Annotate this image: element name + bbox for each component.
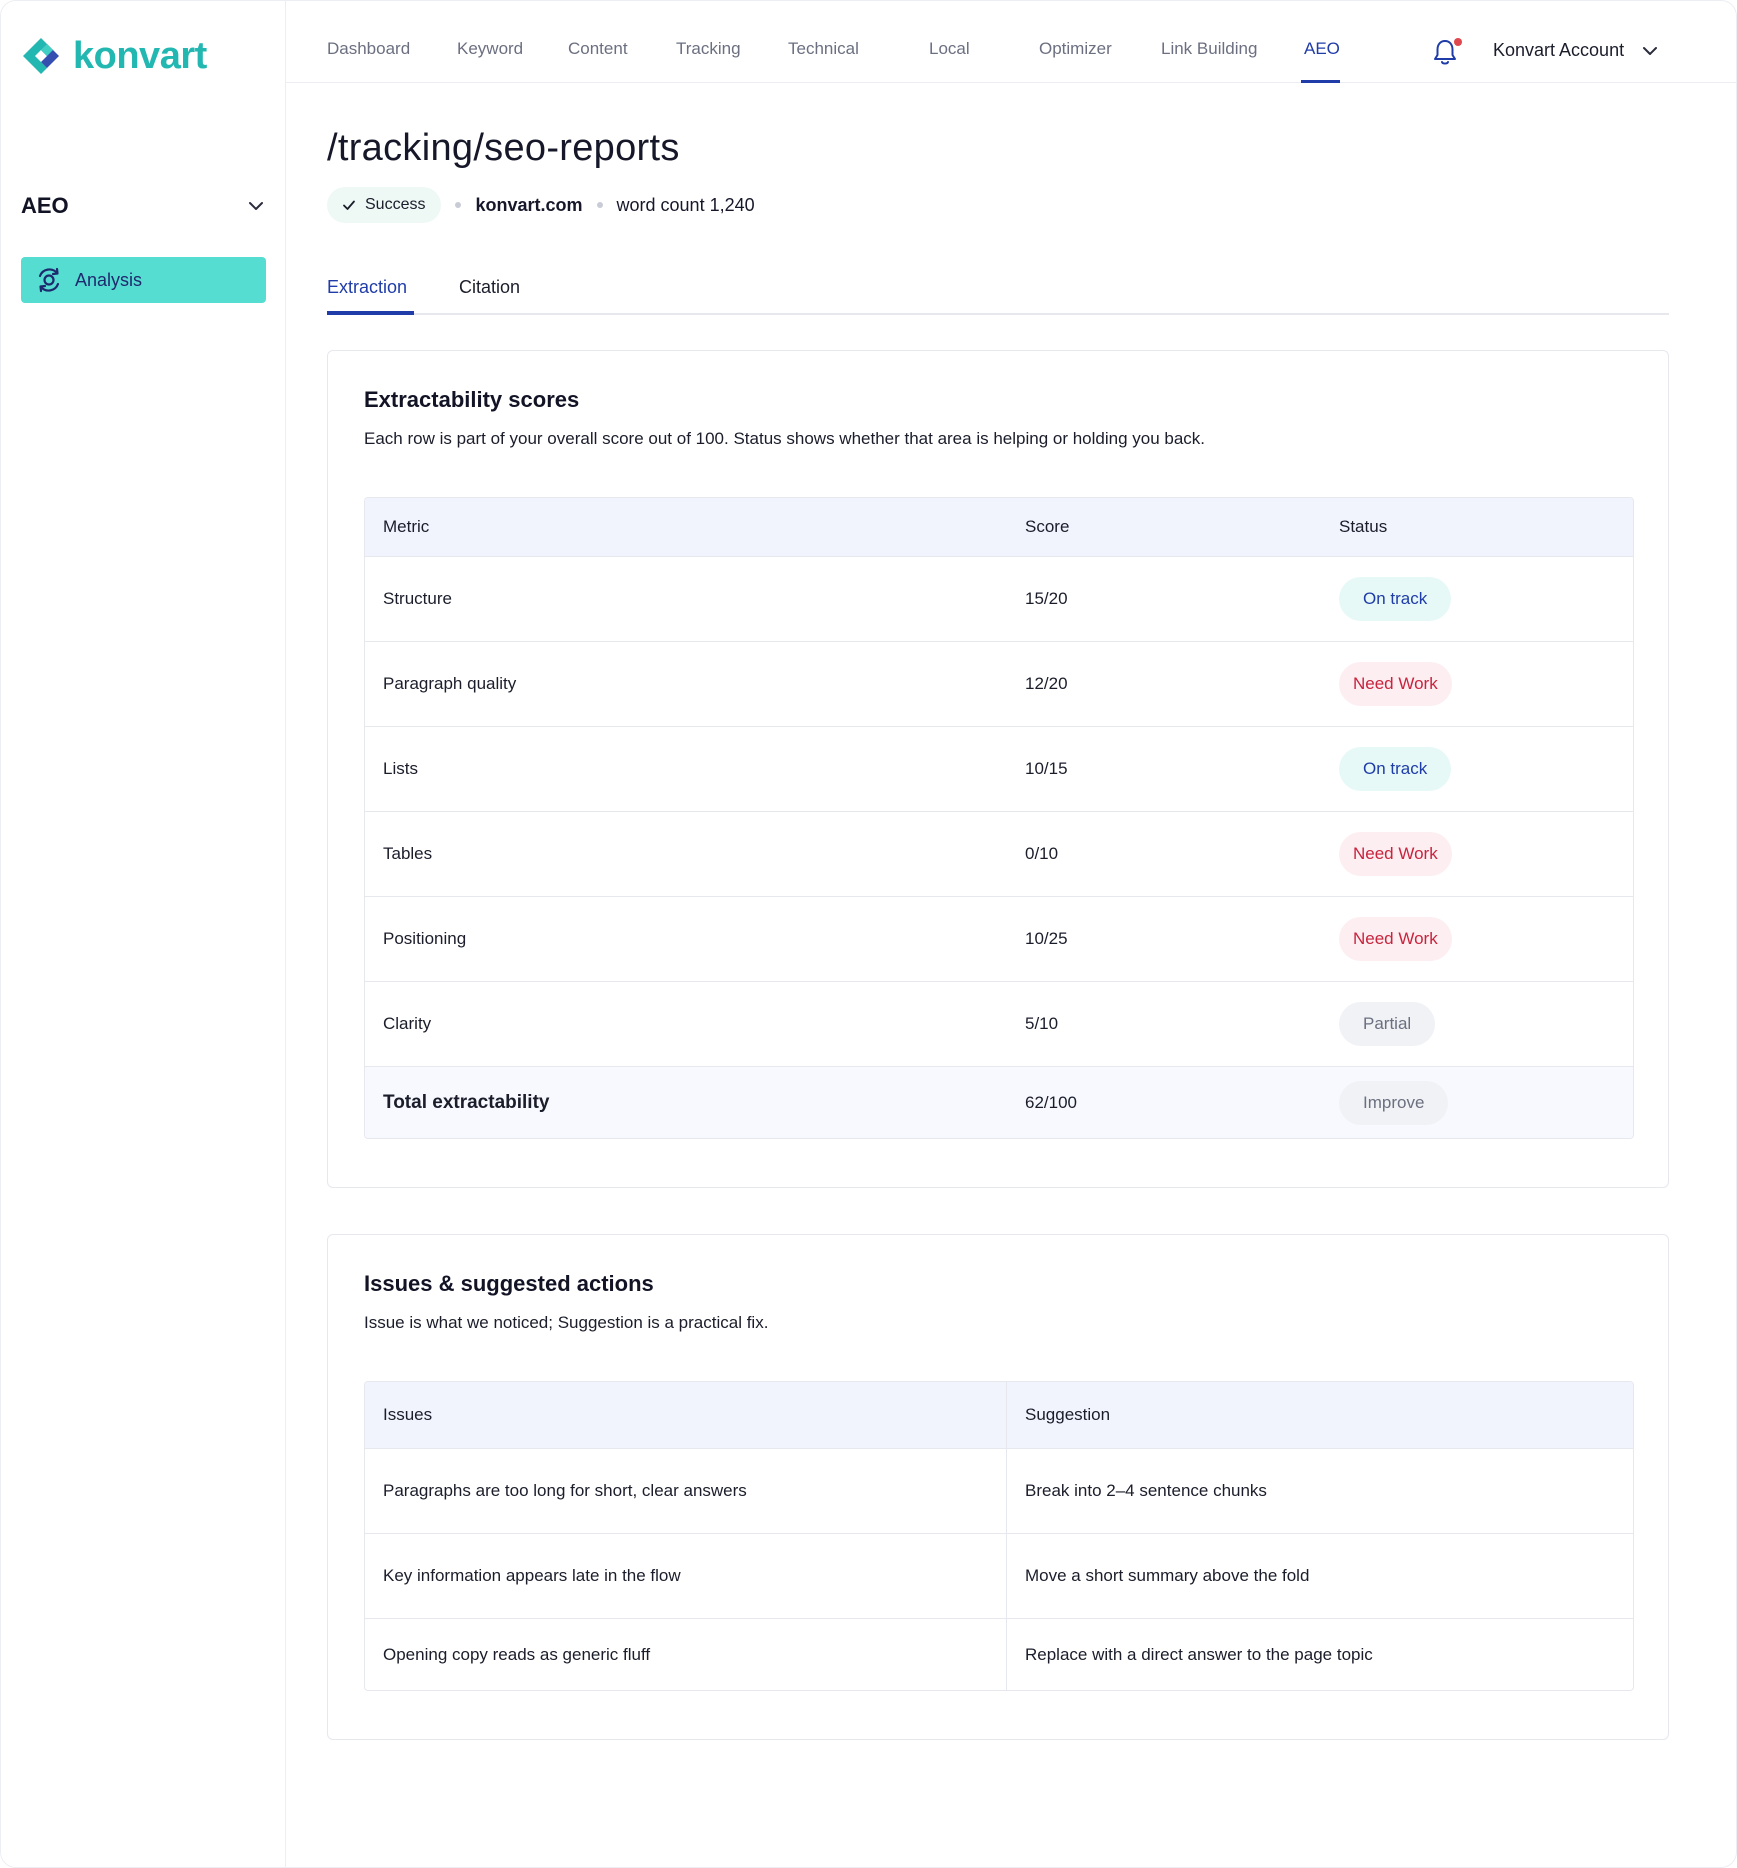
column-header-issues: Issues — [383, 1405, 433, 1424]
status-badge: Need Work — [1339, 662, 1452, 706]
status-badge: Partial — [1339, 1002, 1435, 1046]
nav-item-optimizer[interactable]: Optimizer — [1039, 39, 1112, 58]
status-badge: On track — [1339, 577, 1451, 621]
status-badge: Improve — [1339, 1081, 1448, 1125]
card-title: Extractability scores — [364, 387, 580, 412]
nav-item-tracking[interactable]: Tracking — [676, 39, 741, 58]
nav-item-aeo[interactable]: AEO — [1304, 39, 1340, 58]
sidebar-item-analysis[interactable] — [21, 257, 266, 303]
table-row — [365, 981, 1633, 1066]
suggestion-cell: Move a short summary above the fold — [1025, 1566, 1310, 1585]
metric-cell: Structure — [383, 589, 452, 608]
sidebar-section-aeo[interactable] — [21, 193, 266, 219]
issue-cell: Opening copy reads as generic fluff — [383, 1644, 651, 1664]
nav-item-dashboard[interactable]: Dashboard — [327, 39, 411, 58]
check-icon — [341, 197, 357, 213]
column-divider — [1006, 1534, 1007, 1618]
nav-item-keyword[interactable]: Keyword — [457, 39, 524, 58]
table-row — [365, 556, 1633, 641]
metric-cell: Clarity — [383, 1014, 432, 1033]
issues-table — [364, 1381, 1634, 1691]
nav-item-technical[interactable]: Technical — [788, 39, 859, 58]
status-badge-label: Success — [365, 196, 426, 213]
account-label: Konvart Account — [1493, 40, 1625, 60]
table-row — [365, 726, 1633, 811]
suggestion-cell: Replace with a direct answer to the page topic — [1025, 1644, 1373, 1664]
table-total-row — [365, 1066, 1633, 1138]
column-divider — [1006, 1619, 1007, 1690]
separator-dot — [455, 202, 461, 208]
brand-name: konvart — [73, 35, 207, 77]
tab-citation[interactable]: Citation — [459, 277, 521, 297]
table-row — [365, 1448, 1633, 1533]
sidebar-item-label: Analysis — [75, 269, 143, 290]
metric-cell: Positioning — [383, 929, 467, 948]
word-count: word count 1,240 — [616, 194, 755, 215]
tab-bar — [327, 269, 1669, 315]
table-row — [365, 1618, 1633, 1690]
card-description: Issue is what we noticed; Suggestion is a practical fix. — [364, 1313, 769, 1332]
column-header-metric: Metric — [383, 517, 430, 536]
nav-active-indicator — [1301, 80, 1340, 83]
status-badge: On track — [1339, 747, 1451, 791]
analysis-icon — [35, 266, 63, 294]
account-menu[interactable] — [1493, 40, 1660, 61]
page-title: /tracking/seo-reports — [327, 127, 680, 169]
nav-item-content[interactable]: Content — [568, 39, 628, 58]
total-score-cell: 62/100 — [1025, 1092, 1077, 1112]
page-domain: konvart.com — [475, 194, 583, 215]
column-header-suggestion: Suggestion — [1025, 1405, 1111, 1424]
tab-active-indicator — [327, 311, 414, 315]
metric-cell: Tables — [383, 844, 433, 863]
column-header-score: Score — [1025, 517, 1070, 536]
tab-extraction[interactable]: Extraction — [327, 277, 408, 297]
brand-logo[interactable] — [21, 35, 207, 77]
page-meta — [327, 187, 755, 223]
score-cell: 0/10 — [1025, 844, 1059, 863]
sidebar — [1, 1, 286, 1867]
notification-dot — [1454, 38, 1462, 46]
table-row — [365, 811, 1633, 896]
chevron-down-icon — [246, 196, 266, 216]
score-cell: 15/20 — [1025, 589, 1068, 608]
issue-cell: Paragraphs are too long for short, clear answers — [383, 1481, 747, 1500]
nav-item-local[interactable]: Local — [929, 39, 970, 58]
suggestion-cell: Break into 2–4 sentence chunks — [1025, 1481, 1267, 1500]
status-badge: Need Work — [1339, 917, 1452, 961]
total-metric-cell: Total extractability — [383, 1091, 550, 1113]
status-badge: Need Work — [1339, 832, 1452, 876]
table-row — [365, 896, 1633, 981]
table-row — [365, 641, 1633, 726]
table-header — [365, 498, 1633, 556]
score-cell: 12/20 — [1025, 674, 1068, 693]
score-cell: 10/25 — [1025, 929, 1068, 948]
nav-item-link-building[interactable]: Link Building — [1161, 39, 1258, 58]
card-description: Each row is part of your overall score out of 100. Status shows whether that area is helping or holding you back. — [364, 429, 1206, 448]
issue-cell: Key information appears late in the flow — [383, 1566, 681, 1585]
konvart-logo-icon — [21, 36, 67, 76]
score-cell: 10/15 — [1025, 759, 1068, 778]
column-header-status: Status — [1339, 517, 1388, 536]
sidebar-section-title: AEO — [21, 193, 69, 218]
score-cell: 5/10 — [1025, 1014, 1059, 1033]
card-title: Issues & suggested actions — [364, 1271, 654, 1296]
table-row — [365, 1533, 1633, 1618]
table-header — [365, 1382, 1633, 1448]
extractability-table — [364, 497, 1634, 1139]
chevron-down-icon — [1640, 41, 1660, 61]
separator-dot — [597, 202, 603, 208]
column-divider — [1006, 1449, 1007, 1533]
metric-cell: Paragraph quality — [383, 674, 517, 693]
issues-card — [327, 1234, 1669, 1740]
metric-cell: Lists — [383, 759, 418, 778]
column-divider — [1006, 1382, 1007, 1448]
extractability-card — [327, 350, 1669, 1188]
status-badge — [327, 187, 441, 223]
